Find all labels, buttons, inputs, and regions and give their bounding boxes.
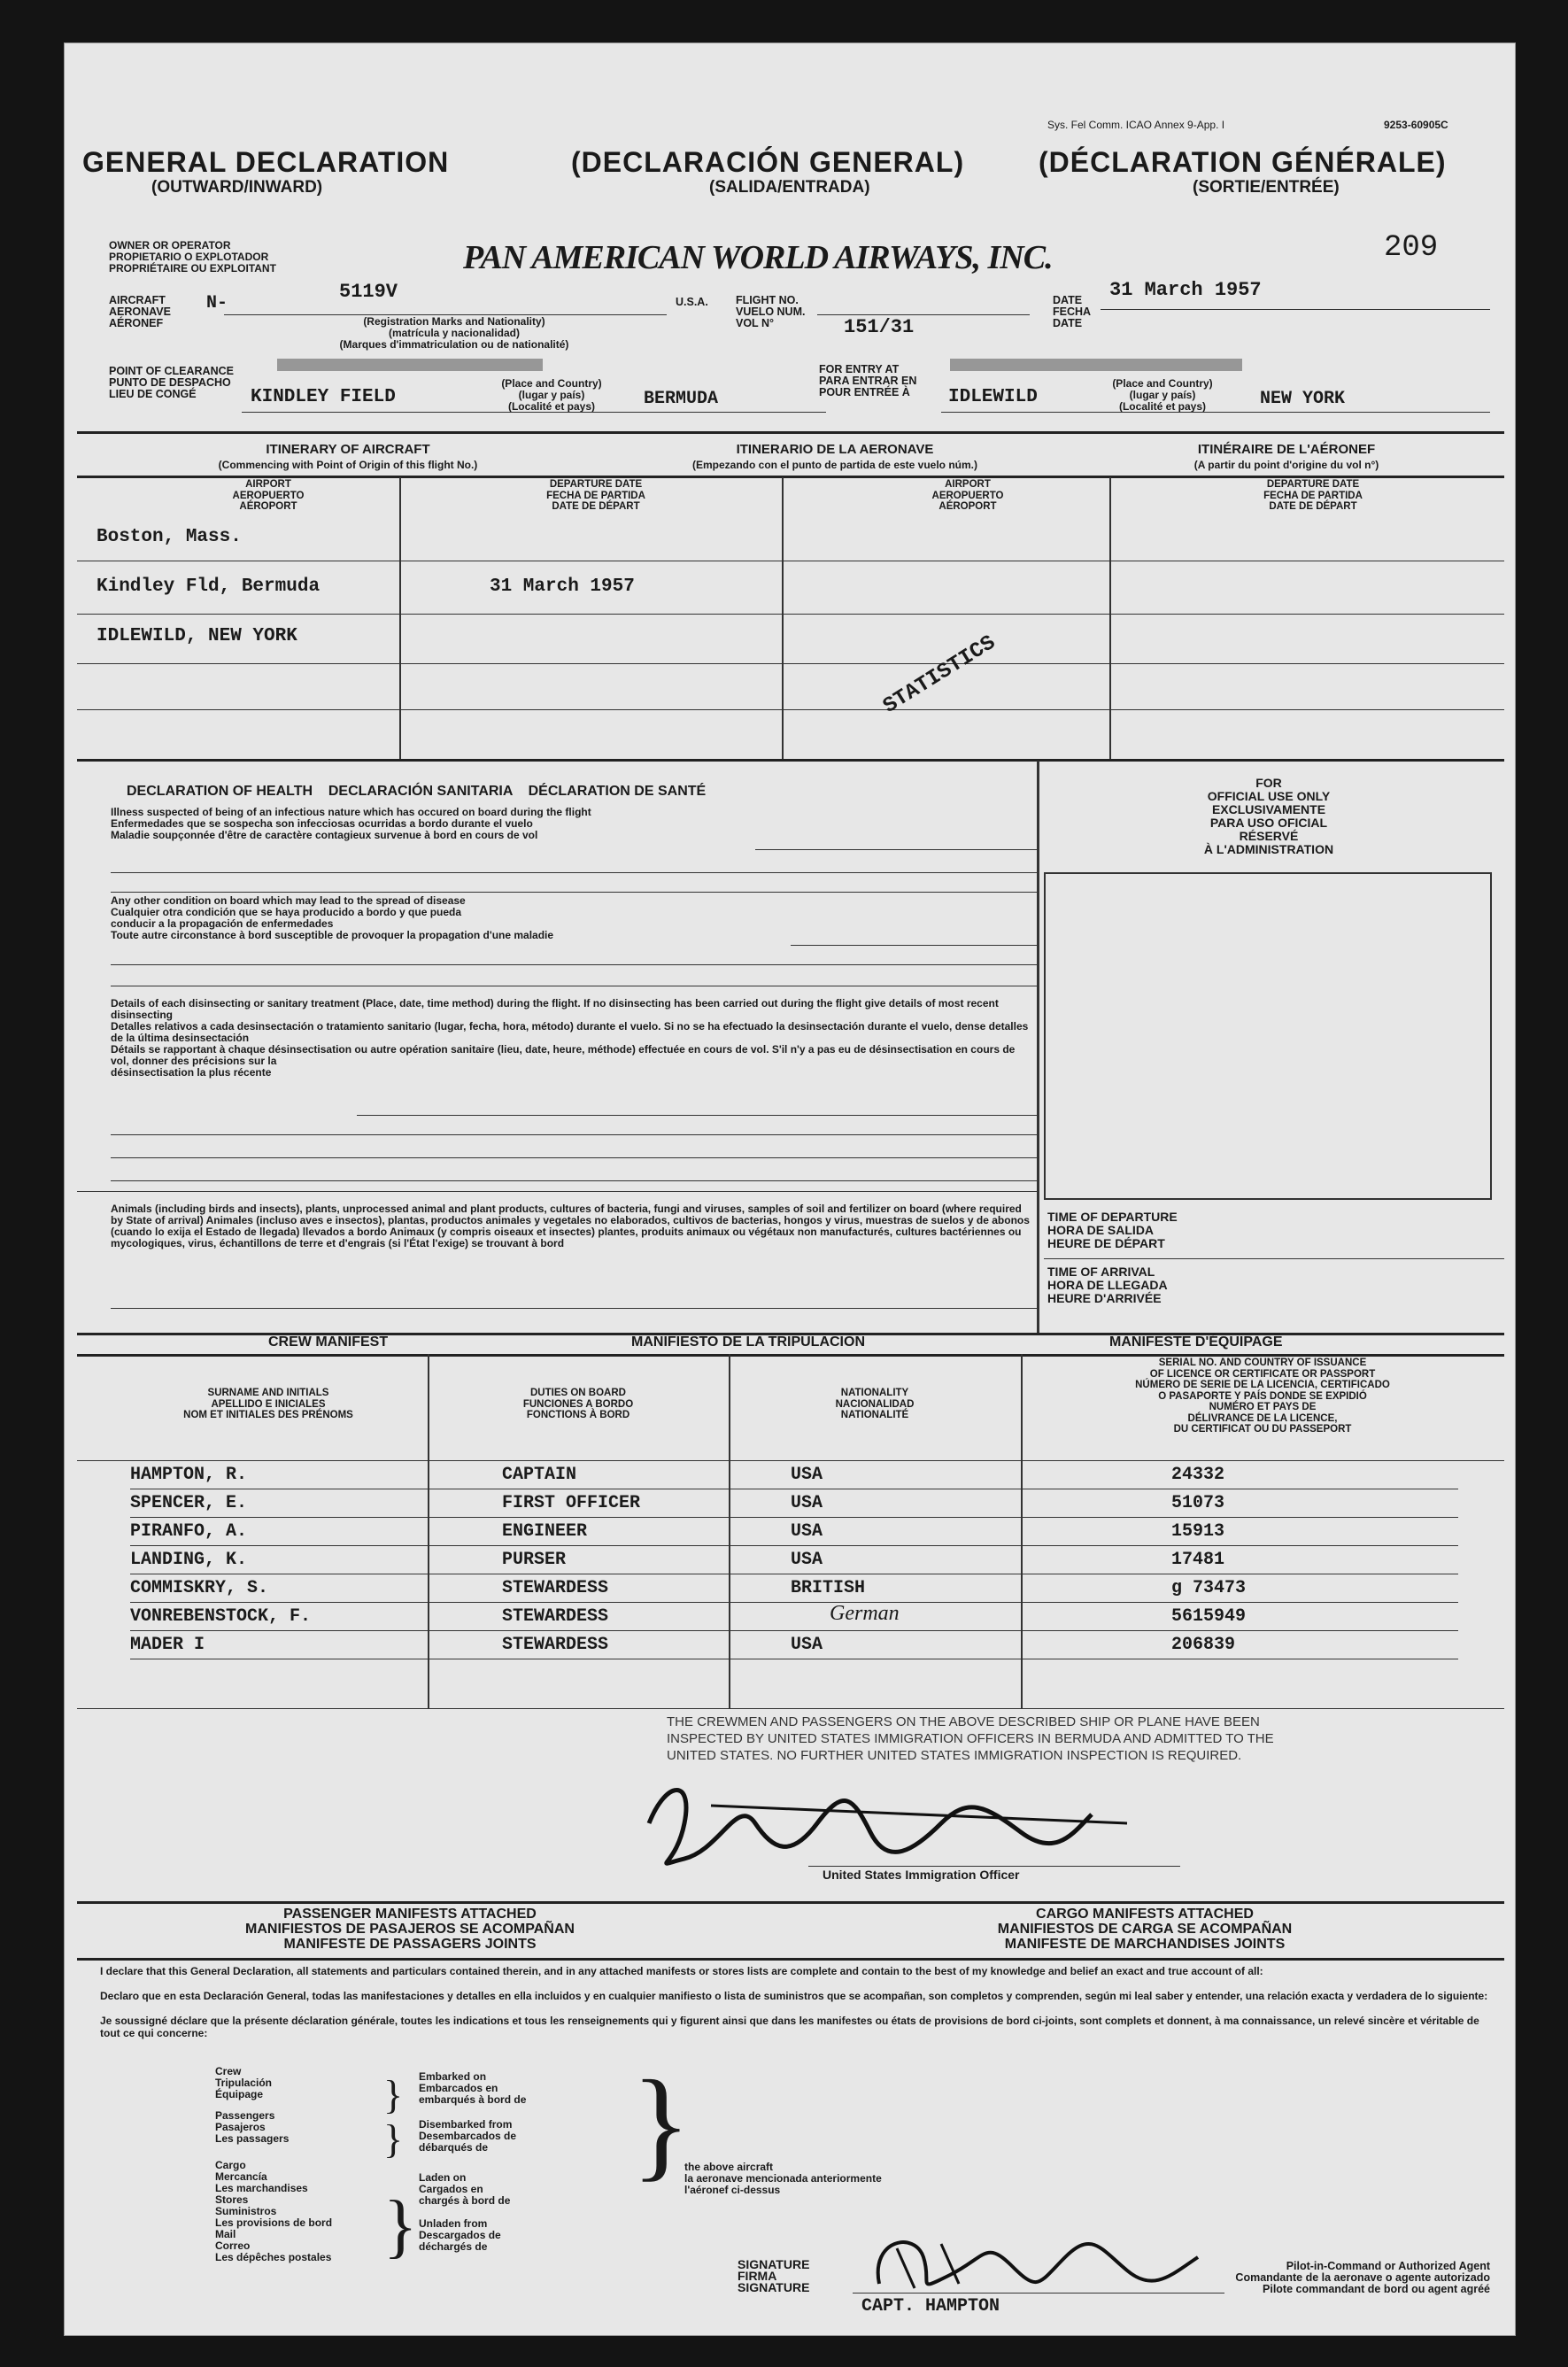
crew-serial: g 73473 [1171,1578,1247,1598]
crew-duty: FIRST OFFICER [502,1493,641,1513]
title-spanish: (DECLARACIÓN GENERAL) [571,146,965,178]
place-note: (Place and Country) (lugar y país) (Localité et pays) [501,377,602,413]
usa-label: U.S.A. [676,296,708,308]
declaration-embarked: Embarked on Embarcados en embarqués à bord de [419,2070,527,2106]
crew-nationality: USA [791,1521,823,1542]
crew-name: LANDING, K. [130,1550,248,1570]
brace-3: } [383,2187,418,2265]
crew-duty: PURSER [502,1550,567,1570]
declaration-laden: Laden on Cargados en chargés à bord de Unladen from Descargados de déchargés de [419,2171,511,2253]
crew-serial: 51073 [1171,1493,1225,1513]
redacted-mark-2 [950,359,1242,371]
itinerary-sub-fr: (A partir du point d'origine du vol n°) [1193,459,1379,471]
itinerary-row [77,621,989,660]
health-question-condition: Any other condition on board which may lead to the spread of disease Cualquier otra condición que se haya producido a bordo y que pueda conducir a la propagación de enfermedades Toute autre circonstance à bord susceptible de provoquer la propagation d'une maladie [111,894,554,941]
crew-row [130,1632,1458,1659]
official-use-box [1044,872,1492,1200]
itinerary-airport: Boston, Mass. [97,527,242,547]
title-french-sub: (SORTIE/ENTRÉE) [1193,178,1340,197]
crew-nationality: USA [791,1550,823,1570]
clearance-place: KINDLEY FIELD [251,387,396,407]
signature-name: CAPT. HAMPTON [861,2296,1000,2317]
crew-serial: 15913 [1171,1521,1225,1542]
date-label: DATE FECHA DATE [1053,294,1092,329]
statistics-stamp: STATISTICS [879,630,1000,719]
flight-number: 151/31 [844,316,915,338]
crew-name: COMMISKRY, S. [130,1578,269,1598]
itinerary-title-en: ITINERARY OF AIRCRAFT [266,442,430,457]
immigration-stamp-text: THE CREWMEN AND PASSENGERS ON THE ABOVE DESCRIBED SHIP OR PLANE HAVE BEEN INSPECTED BY UNITED STATES IMMIGRATION OFFICERS IN BERMUDA AND ADMITTED TO THE UNITED STATES. NO FURTHER UNITED STATES IMMIGRATION INSPECTION IS REQUIRED. [667,1714,1274,1763]
cargo-manifests: CARGO MANIFESTS ATTACHED MANIFIESTOS DE CARGA SE ACOMPAÑAN MANIFESTE DE MARCHANDISES JOINTS [997,1907,1293,1952]
pilot-in-command-label: Pilot-in-Command or Authorized Agent Comandante de la aeronave o agente autorizado Pilote commandant de bord ou agent agréé [1235,2260,1490,2295]
declaration-cargo: Cargo Mercancía Les marchandises Stores Suministros Les provisions de bord Mail Correo Les dépêches postales [215,2159,333,2263]
crew-duty: STEWARDESS [502,1578,609,1598]
crew-serial: 24332 [1171,1465,1225,1485]
crew-row [130,1490,1458,1518]
col-nationality: NATIONALITY NACIONALIDAD NATIONALITÉ [835,1388,915,1420]
crew-name: SPENCER, E. [130,1493,248,1513]
col-duties: DUTIES ON BOARD FUNCIONES A BORDO FONCTIONS À BORD [522,1388,634,1420]
flight-label: FLIGHT NO. VUELO NUM. VOL N° [736,294,806,329]
title-english-sub: (OUTWARD/INWARD) [151,178,323,197]
crew-row [130,1462,1458,1489]
aircraft-prefix: N- [206,293,228,313]
itinerary-date: 31 March 1957 [490,576,635,597]
passenger-manifests: PASSENGER MANIFESTS ATTACHED MANIFIESTOS DE PASAJEROS SE ACOMPAÑAN MANIFESTE DE PASSAGERS JOINTS [245,1907,575,1952]
aircraft-note: the above aircraft la aeronave mencionada anteriormente l'aéronef ci-dessus [684,2161,882,2196]
crew-name: VONREBENSTOCK, F. [130,1606,312,1627]
document-number: 209 [1384,231,1439,265]
crew-name: HAMPTON, R. [130,1465,248,1485]
declaration-en: I declare that this General Declaration, all statements and particulars contained therein, and in any attached manifests or stores lists are complete and contain to the best of my knowledge and belief an exact and true account of all: [100,1965,1263,1977]
crew-row [130,1547,1458,1574]
crew-title-en: CREW MANIFEST [268,1334,389,1350]
crew-nationality: BRITISH [791,1578,866,1598]
health-question-illness: Illness suspected of being of an infectious nature which has occured on board during the flight Enfermedades que se sospecha son infecciosas ocurridas a bordo durante el vuelo Maladie soupçonnée d'être de caractère contagieux survenue à bord en cours de vol [111,806,591,841]
general-declaration-form [64,43,1516,2336]
place-note-2: (Place and Country) (lugar y país) (Localité et pays) [1112,377,1213,413]
title-english: GENERAL DECLARATION [82,146,450,178]
operator-name: PAN AMERICAN WORLD AIRWAYS, INC. [463,239,1053,276]
crew-duty: CAPTAIN [502,1465,577,1485]
owner-label: OWNER OR OPERATOR PROPIETARIO O EXPLOTADOR PROPRIÉTAIRE OU EXPLOITANT [109,239,276,275]
crew-nationality: USA [791,1465,823,1485]
itinerary-airport: Kindley Fld, Bermuda [97,576,321,597]
col-airport-2: AIRPORT AEROPUERTO AÉROPORT [931,479,1004,512]
crew-nationality: German [830,1602,900,1625]
crew-duty: STEWARDESS [502,1635,609,1655]
declaration-fr: Je soussigné déclare que la présente déclaration générale, toutes les indications et tous les renseignements qui y figurent ainsi que dans les manifestes ou états de provisions de bord ci-joints, sont complets et donnent, à ma connaissance, un relevé sincère et véritable de tout ce qui concerne: [100,2015,1479,2039]
signature-label: SIGNATURE FIRMA SIGNATURE [738,2257,810,2294]
col-departure-2: DEPARTURE DATE FECHA DE PARTIDA DATE DE DÉPART [1263,479,1363,512]
crew-duty: ENGINEER [502,1521,588,1542]
captain-signature [861,2222,1233,2301]
crew-title-es: MANIFIESTO DE LA TRIPULACIÓN [631,1334,865,1350]
brace-1: } [383,2072,404,2117]
crew-name: PIRANFO, A. [130,1521,248,1542]
health-title: DECLARATION OF HEALTH DECLARACIÓN SANITARIA DÉCLARATION DE SANTÉ [127,784,707,799]
official-use-label: FOR OFFICIAL USE ONLY EXCLUSIVAMENTE PARA USO OFICIAL RÉSERVÉ À L'ADMINISTRATION [1203,776,1334,856]
entry-country: NEW YORK [1260,389,1346,409]
crew-nationality: USA [791,1635,823,1655]
title-spanish-sub: (SALIDA/ENTRADA) [709,178,870,197]
crew-duty: STEWARDESS [502,1606,609,1627]
form-number: 9253-60905C [1384,119,1448,131]
redacted-mark [277,359,543,371]
brace-big: } [631,2055,691,2193]
col-surname: SURNAME AND INITIALS APELLIDO E INICIALES NOM ET INITIALES DES PRÉNOMS [183,1388,353,1420]
itinerary-sub-es: (Empezando con el punto de partida de este vuelo núm.) [691,459,978,471]
aircraft-label: AIRCRAFT AERONAVE AÉRONEF [109,294,171,329]
clearance-country: BERMUDA [644,389,719,409]
crew-serial: 206839 [1171,1635,1236,1655]
clearance-label: POINT OF CLEARANCE PUNTO DE DESPACHO LIEU DE CONGÉ [109,365,234,400]
animals-declaration: Animals (including birds and insects), plants, unprocessed animal and plant products, cultures of bacteria, fungi and viruses, samples of soil and fertilizer on board (where required by State of arrival) Animales (incluso aves e insectos), plantas, productos animales y vegetales no elaborados, cultivos de bacterias, hongos y virus, muestras de suelos y de abonos (cuando lo exija el Estado de llegada) llevados a bordo Animaux (y compris oiseaux et insectes) plantes, produits animaux ou végétaux non manufacturés, cultures bactériennes ou mycologiques, virus, échantillons de terre et d'engrais (si l'État l'exige) se trouvant à bord [111,1203,1030,1249]
crew-row [130,1604,1458,1631]
health-question-disinsecting: Details of each disinsecting or sanitary treatment (Place, date, time method) during the flight. If no disinsecting has been carried out during the flight give details of most recent disinsecting Detalles relativos a cada desinsectación o tratamiento sanitario (lugar, fecha, hora, método) durante el vuelo. Si no se ha efectuado la desinsectación durante el vuelo, dense detalles de la última desinsectación Détails se rapportant à chaque désinsectisation ou autre opération sanitaire (lieu, date, heure, méthode) effectuée en cours de vol. S'il n'y a pas eu de désinsectisation en cours de vol, donner des précisions sur la désinsectisation la plus récente [111,997,1029,1079]
declaration-passengers: Passengers Pasajeros Les passagers [215,2109,290,2145]
col-airport-1: AIRPORT AEROPUERTO AÉROPORT [232,479,305,512]
col-serial: SERIAL NO. AND COUNTRY OF ISSUANCE OF LICENCE OR CERTIFICATE OR PASSPORT NÚMERO DE SERIE DE LA LICENCIA, CERTIFICADO O PASAPORTE Y PAÍS DONDE SE EXPIDIÓ NUMÉRO ET PAYS DE DÉLIVRANCE DE LA LICENCE, DU CERTIFICAT OU DU PASSEPORT [1135,1358,1390,1435]
crew-nationality: USA [791,1493,823,1513]
crew-serial: 17481 [1171,1550,1225,1570]
arrival-time-label: TIME OF ARRIVAL HORA DE LLEGADA HEURE D'ARRIVÉE [1047,1265,1168,1305]
entry-label: FOR ENTRY AT PARA ENTRAR EN POUR ENTRÉE À [819,363,917,398]
itinerary-title-fr: ITINÉRAIRE DE L'AÉRONEF [1197,442,1376,457]
declaration-es: Declaro que en esta Declaración General, todas las manifestaciones y detalles en ella incluidos y en cualquier manifiesto o lista de suministros que se acompañan, son completos y comprenden, según mi leal saber y entender, una relación exacta y verdadera de lo siguiente: [100,1990,1488,2002]
crew-title-fr: MANIFESTE D'ÉQUIPAGE [1109,1334,1283,1350]
departure-time-label: TIME OF DEPARTURE HORA DE SALIDA HEURE DE DÉPART [1047,1210,1178,1250]
brace-2: } [383,2116,404,2162]
icao-reference: Sys. Fel Comm. ICAO Annex 9-App. I [1047,119,1225,131]
itinerary-title-es: ITINERARIO DE LA AERONAVE [736,442,934,457]
declaration-crew: Crew Tripulación Équipage [215,2065,273,2100]
itinerary-sub-en: (Commencing with Point of Origin of this flight No.) [218,459,478,471]
aircraft-registration: 5119V [339,281,398,303]
col-departure-1: DEPARTURE DATE FECHA DE PARTIDA DATE DE DÉPART [546,479,645,512]
declaration-disembarked: Disembarked from Desembarcados de débarqués de [419,2118,517,2154]
flight-date: 31 March 1957 [1109,279,1262,301]
itinerary-airport: IDLEWILD, NEW YORK [97,626,297,646]
nationality-note: (Registration Marks and Nationality) (matrícula y nacionalidad) (Marques d'immatriculation ou de nationalité) [339,315,569,351]
crew-table [77,1462,1504,1683]
entry-place: IDLEWILD [948,387,1038,407]
crew-row [130,1519,1458,1546]
crew-name: MADER I [130,1635,205,1655]
crew-row [130,1575,1458,1603]
crew-serial: 5615949 [1171,1606,1247,1627]
title-french: (DÉCLARATION GÉNÉRALE) [1039,146,1447,178]
itinerary-row [77,571,989,610]
immigration-officer-label: United States Immigration Officer [823,1868,1020,1882]
itinerary-row [77,522,989,561]
